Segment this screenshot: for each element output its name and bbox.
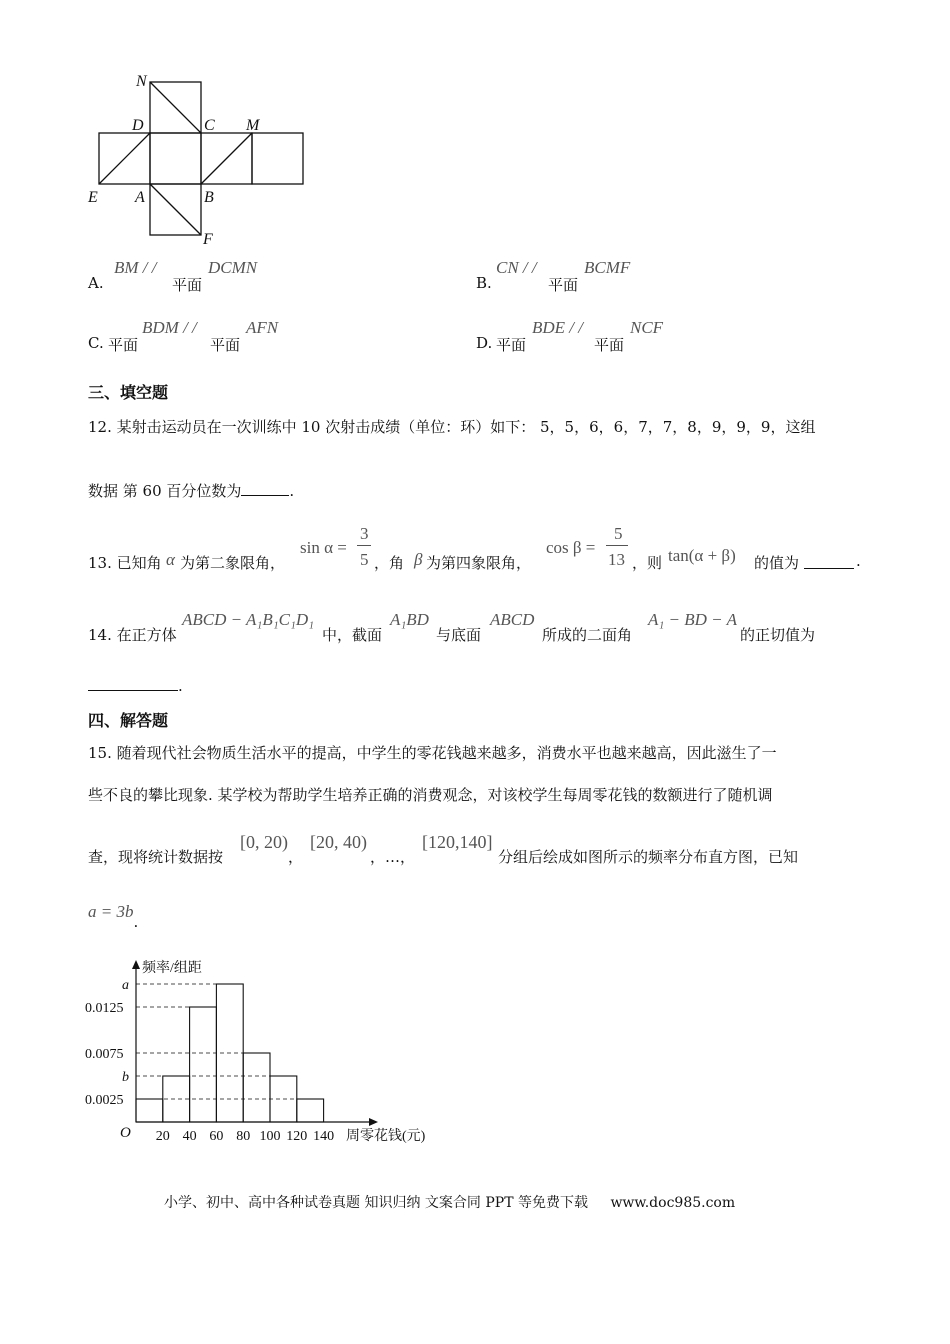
q13-alpha: α	[166, 550, 175, 569]
option-expr: BM / /	[114, 258, 157, 277]
fraction-bar	[357, 545, 371, 546]
q15-line2: 些不良的攀比现象. 某学校为帮助学生培养正确的消费观念，对该校学生每周零花钱的数额进行了随机调	[88, 786, 773, 804]
x-tick-label: 20	[155, 1129, 170, 1144]
answer-blank	[241, 495, 289, 496]
option-expr: BDE / /	[532, 318, 583, 337]
x-tick-labels	[156, 1129, 334, 1144]
q12-text: 数据 第 60 百分位数为	[88, 482, 242, 500]
q14-text: 14. 在正方体	[88, 626, 177, 644]
y-axis-label: 频率/组距	[142, 961, 202, 976]
cos-expr: cos β =	[546, 538, 596, 557]
q13-end: .	[856, 552, 861, 570]
label-a: A	[135, 189, 145, 206]
q13-text: ，角	[374, 554, 405, 572]
plane-text: 平面	[210, 336, 241, 354]
q13-text: 为第二象限角，	[180, 554, 286, 572]
plane-text: 平面	[496, 336, 527, 354]
frequency-histogram	[80, 950, 460, 1150]
dihedral-angle-expr: A₁ − BD − A	[648, 610, 737, 629]
q13-text: 的值为	[754, 554, 800, 572]
condition-expr: a = 3b	[88, 902, 134, 921]
plane-text: 平面	[172, 276, 203, 294]
x-tick-label: 100	[259, 1129, 281, 1144]
q15-text: 分组后绘成如图所示的频率分布直方图，已知	[498, 848, 799, 866]
q14-text: 与底面	[436, 626, 482, 644]
option-expr: AFN	[246, 318, 279, 337]
tan-expr: tan(α + β)	[668, 546, 736, 565]
y-tick-label: 0.0025	[85, 1093, 124, 1108]
option-letter: A.	[88, 274, 104, 292]
x-tick-label: 40	[182, 1129, 197, 1144]
fraction-bar	[606, 545, 628, 546]
q14-text: 中，截面	[322, 626, 383, 644]
y-tick-labels	[85, 978, 129, 1108]
interval-2: [20, 40)	[310, 832, 367, 852]
net-square-right2	[252, 133, 303, 184]
label-m: M	[246, 117, 260, 134]
label-b: B	[204, 189, 214, 206]
section-expr: A₁BD	[390, 610, 429, 629]
net-diagonal-af	[150, 184, 201, 235]
answer-blank	[804, 552, 854, 569]
q14-text: 所成的二面角	[542, 626, 633, 644]
label-n: N	[136, 73, 147, 90]
option-letter: B.	[476, 274, 492, 292]
q14-end: .	[178, 677, 183, 695]
q13	[88, 520, 868, 576]
option-letter: D.	[476, 334, 493, 352]
y-tick-label: 0.0075	[85, 1047, 124, 1062]
interval-3: [120,140]	[422, 832, 493, 852]
q14-text: 的正切值为	[740, 626, 816, 644]
condition-end: .	[133, 913, 139, 931]
option-expr: BDM / /	[142, 318, 197, 337]
q12-line1: 12. 某射击运动员在一次训练中 10 次射击成绩（单位：环）如下： 5，5，6，6，7，7，8，9，9，9，这组	[88, 418, 816, 436]
footer-url[interactable]: www.doc985.com	[610, 1195, 736, 1211]
x-tick-label: 60	[209, 1129, 224, 1144]
q14-answer-line	[88, 676, 183, 695]
q13-text: 13. 已知角	[88, 554, 162, 572]
q15-line3	[88, 826, 868, 866]
q12-end: .	[289, 482, 295, 500]
y-axis-arrow	[132, 960, 140, 969]
plane-text: 平面	[594, 336, 625, 354]
option-expr: CN / /	[496, 258, 537, 277]
label-e: E	[88, 189, 98, 206]
option-expr: BCMF	[584, 258, 631, 277]
cos-denominator: 13	[608, 550, 625, 569]
sin-numerator: 3	[360, 524, 369, 543]
histogram-bar	[243, 1053, 270, 1122]
y-tick-label: 0.0125	[85, 1001, 124, 1016]
q13-text: 为第四象限角，	[426, 554, 532, 572]
interval-1: [0, 20)	[240, 832, 288, 852]
x-tick-label: 120	[286, 1129, 308, 1144]
label-d: D	[132, 117, 144, 134]
x-axis-label: 周零花钱(元)	[346, 1129, 426, 1144]
label-f: F	[203, 231, 213, 248]
base-expr: ABCD	[490, 610, 535, 629]
q15-line1: 15. 随着现代社会物质生活水平的提高，中学生的零花钱越来越多，消费水平也越来越高，因此滋生了一	[88, 744, 777, 762]
option-expr: DCMN	[208, 258, 258, 277]
x-tick-label: 80	[236, 1129, 251, 1144]
y-tick-label: b	[122, 1070, 129, 1085]
sin-expr: sin α =	[300, 538, 347, 557]
plane-text: 平面	[108, 336, 139, 354]
q15-text: ，…，	[370, 848, 416, 866]
net-diagonal-ed	[99, 133, 150, 184]
y-tick-label: a	[122, 978, 129, 993]
cube-net-figure	[80, 68, 320, 250]
option-expr: NCF	[630, 318, 664, 337]
x-tick-label: 140	[313, 1129, 335, 1144]
plane-text: 平面	[548, 276, 579, 294]
q15-text: ，	[288, 848, 304, 866]
label-c: C	[204, 117, 215, 134]
net-square-center	[150, 133, 201, 184]
section-heading-solve: 四、解答题	[88, 711, 169, 730]
histogram-bar	[297, 1099, 324, 1122]
net-diagonal-bm	[201, 133, 252, 184]
option-letter: C.	[88, 334, 104, 352]
footer-text: 小学、初中、高中各种试卷真题 知识归纳 文案合同 PPT 等免费下载	[164, 1195, 588, 1211]
cube-expr: ABCD − A₁B₁C₁D₁	[182, 610, 315, 629]
sin-denominator: 5	[360, 550, 369, 569]
origin-label: O	[120, 1125, 131, 1141]
q13-text: ，则	[632, 554, 663, 572]
x-axis-arrow	[369, 1118, 378, 1126]
histogram-bar	[136, 1099, 163, 1122]
net-diagonal-nc	[150, 82, 201, 133]
histogram-bar	[190, 1007, 217, 1122]
q12-line2	[88, 480, 294, 501]
q13-beta: β	[414, 550, 423, 569]
q15-text: 查，现将统计数据按	[88, 848, 224, 866]
q14	[88, 608, 868, 648]
answer-blank	[88, 676, 178, 691]
section-heading-fill-blank: 三、填空题	[88, 383, 169, 402]
q15-condition	[88, 902, 139, 931]
cos-numerator: 5	[614, 524, 623, 543]
footer	[164, 1192, 735, 1212]
